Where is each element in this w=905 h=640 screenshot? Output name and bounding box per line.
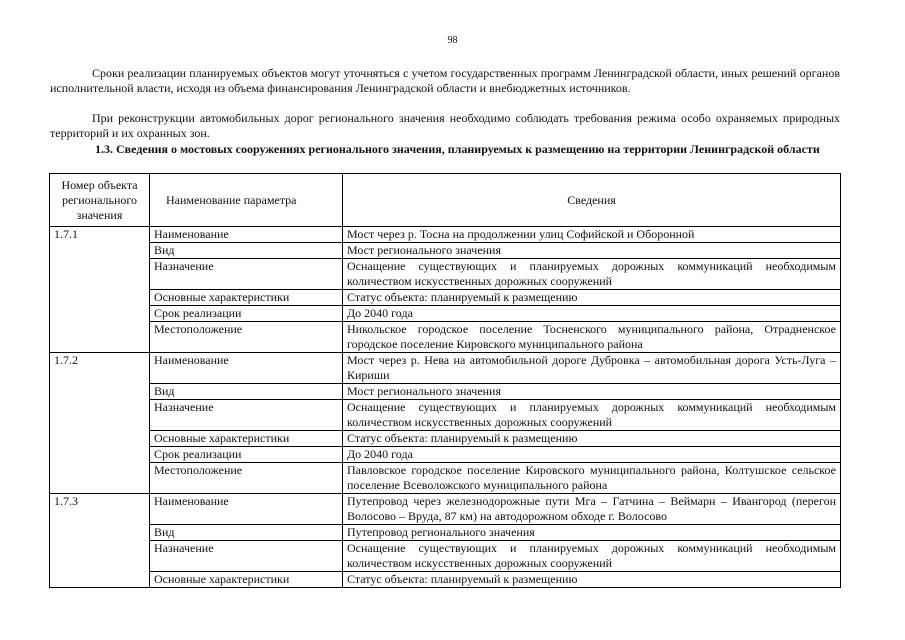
parameter-name-cell: Срок реализации	[150, 447, 343, 463]
table-row	[50, 431, 841, 447]
parameter-value-cell: Оснащение существующих и планируемых дорожных коммуникаций необходимым количеством искусственных дорожных сооружений	[343, 259, 841, 290]
parameter-value-cell: Статус объекта: планируемый к размещению	[343, 431, 841, 447]
table-row	[50, 243, 841, 259]
header-parameter-name: Наименование параметра	[150, 174, 343, 227]
parameter-value-cell: Путепровод регионального значения	[343, 525, 841, 541]
paragraph-implementation-terms: Сроки реализации планируемых объектов могут уточняться с учетом государственных программ Ленинградской области, иных решений органов исполнительной власти, исходя из объема финансирования Ленинградской области и внебюджетных источников.	[50, 66, 840, 95]
parameter-name-cell: Основные характеристики	[150, 290, 343, 306]
parameter-name-cell: Назначение	[150, 400, 343, 431]
table-row	[50, 322, 841, 353]
parameter-name-cell: Местоположение	[150, 463, 343, 494]
table-row	[50, 227, 841, 243]
parameter-name-cell: Назначение	[150, 259, 343, 290]
table-row	[50, 400, 841, 431]
table-row	[50, 572, 841, 588]
parameter-name-cell: Наименование	[150, 494, 343, 525]
object-number-cell: 1.7.3	[50, 494, 150, 588]
object-number-cell: 1.7.1	[50, 227, 150, 353]
parameter-name-cell: Наименование	[150, 227, 343, 243]
parameter-value-cell: Оснащение существующих и планируемых дорожных коммуникаций необходимым количеством искусственных дорожных сооружений	[343, 400, 841, 431]
parameter-name-cell: Срок реализации	[150, 306, 343, 322]
header-details: Сведения	[343, 174, 841, 227]
parameter-name-cell: Основные характеристики	[150, 431, 343, 447]
parameter-value-cell: Оснащение существующих и планируемых дорожных коммуникаций необходимым количеством искусственных дорожных сооружений	[343, 541, 841, 572]
table-row	[50, 384, 841, 400]
parameter-value-cell: Статус объекта: планируемый к размещению	[343, 290, 841, 306]
object-number-cell: 1.7.2	[50, 353, 150, 494]
table-row	[50, 353, 841, 384]
table-row	[50, 494, 841, 525]
table-row	[50, 525, 841, 541]
parameter-value-cell: Павловское городское поселение Кировского муниципального района, Колтушское сельское поселение Всеволожского муниципального района	[343, 463, 841, 494]
header-object-number: Номер объекта регионального значения	[50, 174, 150, 227]
parameter-name-cell: Вид	[150, 243, 343, 259]
table-row	[50, 290, 841, 306]
parameter-name-cell: Вид	[150, 525, 343, 541]
table-row	[50, 306, 841, 322]
parameter-value-cell: Путепровод через железнодорожные пути Мга – Гатчина – Веймарн – Ивангород (перегон Волосово – Вруда, 87 км) на автодорожном обходе г. Волосово	[343, 494, 841, 525]
section-heading: 1.3. Сведения о мостовых сооружениях регионального значения, планируемых к размещению на территории Ленинградской области	[95, 142, 820, 156]
parameter-value-cell: Мост через р. Тосна на продолжении улиц Софийской и Оборонной	[343, 227, 841, 243]
page-number: 98	[447, 35, 458, 46]
parameter-name-cell: Назначение	[150, 541, 343, 572]
table-row	[50, 259, 841, 290]
parameter-name-cell: Наименование	[150, 353, 343, 384]
table-header-row	[50, 174, 841, 227]
parameter-value-cell: Статус объекта: планируемый к размещению	[343, 572, 841, 588]
table-body	[50, 227, 841, 588]
parameter-value-cell: До 2040 года	[343, 447, 841, 463]
bridge-structures-table	[49, 173, 841, 588]
parameter-value-cell: Мост регионального значения	[343, 243, 841, 259]
table-row	[50, 541, 841, 572]
parameter-value-cell: До 2040 года	[343, 306, 841, 322]
table-row	[50, 463, 841, 494]
table-row	[50, 447, 841, 463]
parameter-name-cell: Основные характеристики	[150, 572, 343, 588]
parameter-value-cell: Мост регионального значения	[343, 384, 841, 400]
parameter-name-cell: Местоположение	[150, 322, 343, 353]
parameter-value-cell: Никольское городское поселение Тосненского муниципального района, Отрадненское городское поселение Кировского муниципального района	[343, 322, 841, 353]
parameter-name-cell: Вид	[150, 384, 343, 400]
parameter-value-cell: Мост через р. Нева на автомобильной дороге Дубровка – автомобильная дорога Усть-Луга – Кириши	[343, 353, 841, 384]
paragraph-reconstruction-requirements: При реконструкции автомобильных дорог регионального значения необходимо соблюдать требования режима особо охраняемых природных территорий и их охранных зон.	[50, 111, 840, 140]
